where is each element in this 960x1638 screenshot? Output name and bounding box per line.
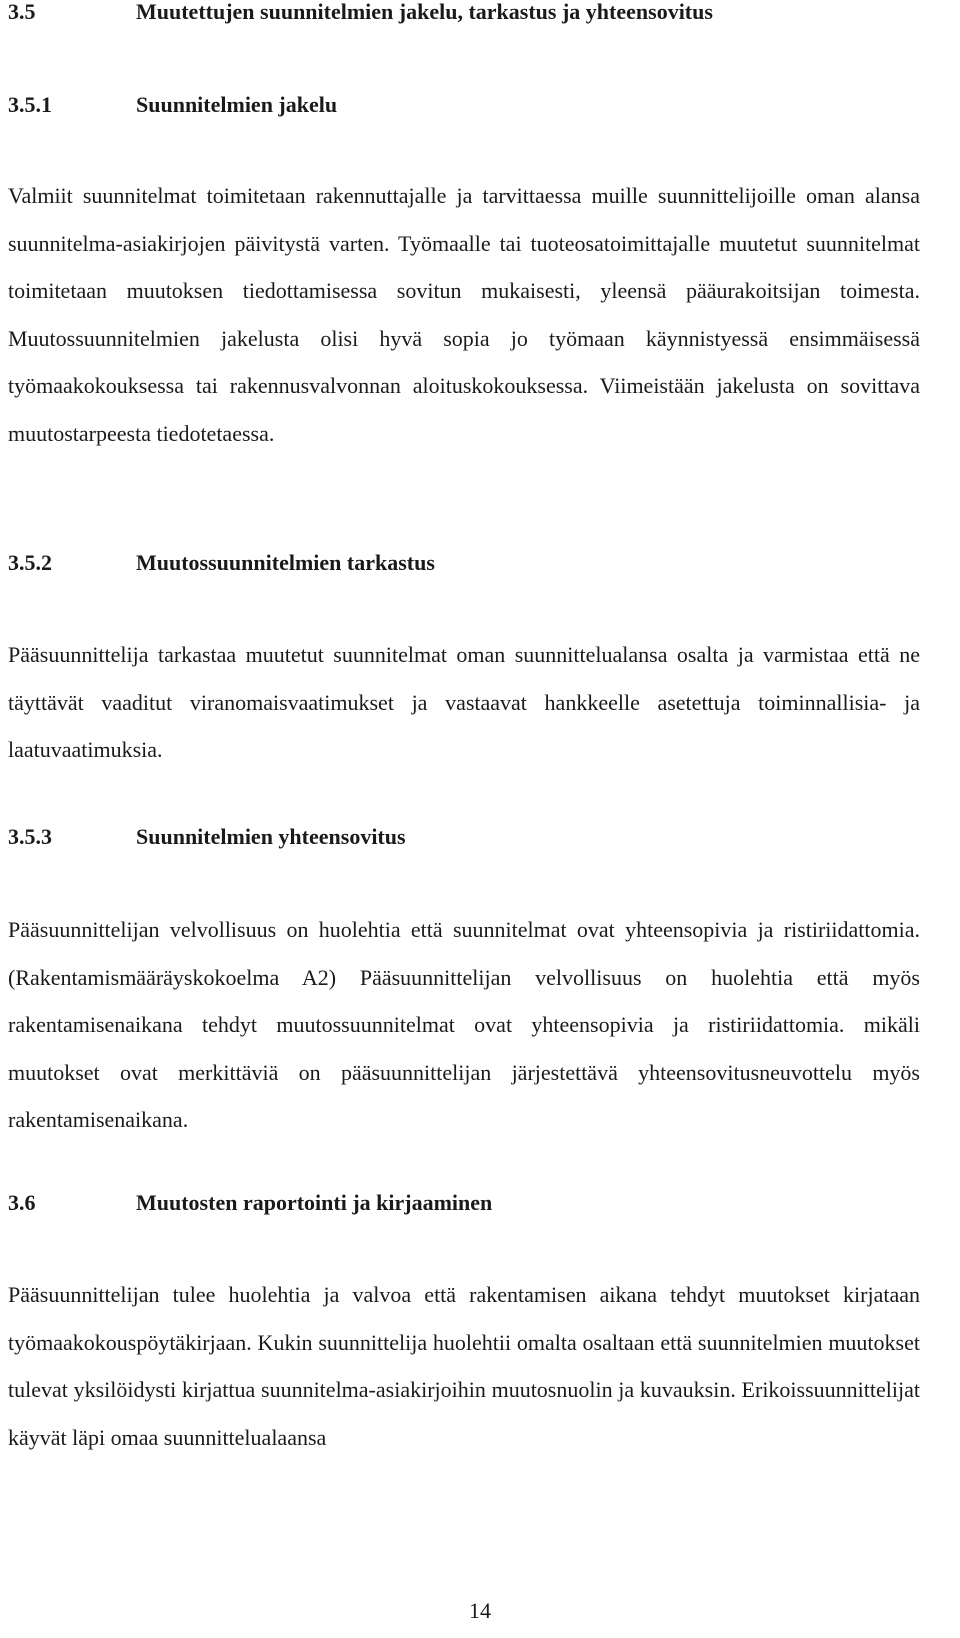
- section-number: 3.5: [8, 0, 36, 24]
- paragraph-reporting: Pääsuunnittelijan tulee huolehtia ja valvoa että rakentamisen aikana tehdyt muutokset kirjataan työmaakokouspöytäkirjaan. Kukin suunnittelija huolehtii omalta osaltaan että suunnitelmien muutokset tulevat yksilöidysti kirjattua suunnitelma-asiakirjoihin muutosnuolin ja kuvauksin. Erikoissuunnittelijat käyvät läpi omaa suunnittelualaansa: [8, 1282, 920, 1450]
- paragraph-distribution: Valmiit suunnitelmat toimitetaan rakennuttajalle ja tarvittaessa muille suunnittelijoille oman alansa suunnitelma-asiakirjojen päivitystä varten. Työmaalle tai tuoteosatoimittajalle muutetut suunnitelmat toimitetaan muutoksen tiedottamisessa sovitun mukaisesti, yleensä pääurakoitsijan toimesta. Muutossuunnitelmien jakelusta olisi hyvä sopia jo työmaan käynnistyessä ensimmäisessä työmaakokouksessa tai rakennusvalvonnan aloituskokouksessa. Viimeistään jakelusta on sovittava muutostarpeesta tiedotetaessa.: [8, 183, 920, 446]
- section-title: Suunnitelmien yhteensovitus: [136, 824, 406, 849]
- section-title: Muutosten raportointi ja kirjaaminen: [136, 1190, 493, 1215]
- section-heading-3-5: [8, 0, 713, 26]
- section-number: 3.5.3: [8, 824, 52, 849]
- section-heading-3-5-2: [8, 549, 435, 577]
- section-title: Muutossuunnitelmien tarkastus: [136, 550, 435, 575]
- section-title: Suunnitelmien jakelu: [136, 92, 338, 117]
- section-title: Muutettujen suunnitelmien jakelu, tarkastus ja yhteensovitus: [136, 0, 713, 24]
- paragraph-coordination: Pääsuunnittelijan velvollisuus on huolehtia että suunnitelmat ovat yhteensopivia ja ristiriidattomia. (Rakentamismääräyskokoelma A2) Pääsuunnittelijan velvollisuus on huolehtia että myös rakentamisenaikana tehdyt muutossuunnitelmat ovat yhteensopivia ja ristiriidattomia. mikäli muutokset ovat merkittäviä on pääsuunnittelijan järjestettävä yhteensovitusneuvottelu myös rakentamisenaikana.: [8, 917, 920, 1133]
- paragraph-inspection: Pääsuunnittelija tarkastaa muutetut suunnitelmat oman suunnittelualansa osalta ja varmistaa että ne täyttävät vaaditut viranomaisvaatimukset ja vastaavat hankkeelle asetettuja toiminnallisia- ja laatuvaatimuksia.: [8, 642, 920, 763]
- section-heading-3-5-3: [8, 823, 406, 851]
- page-number: 14: [469, 1598, 491, 1623]
- section-number: 3.6: [8, 1190, 36, 1215]
- section-number: 3.5.2: [8, 550, 52, 575]
- section-heading-3-5-1: [8, 91, 337, 119]
- section-heading-3-6: [8, 1189, 492, 1217]
- section-number: 3.5.1: [8, 92, 52, 117]
